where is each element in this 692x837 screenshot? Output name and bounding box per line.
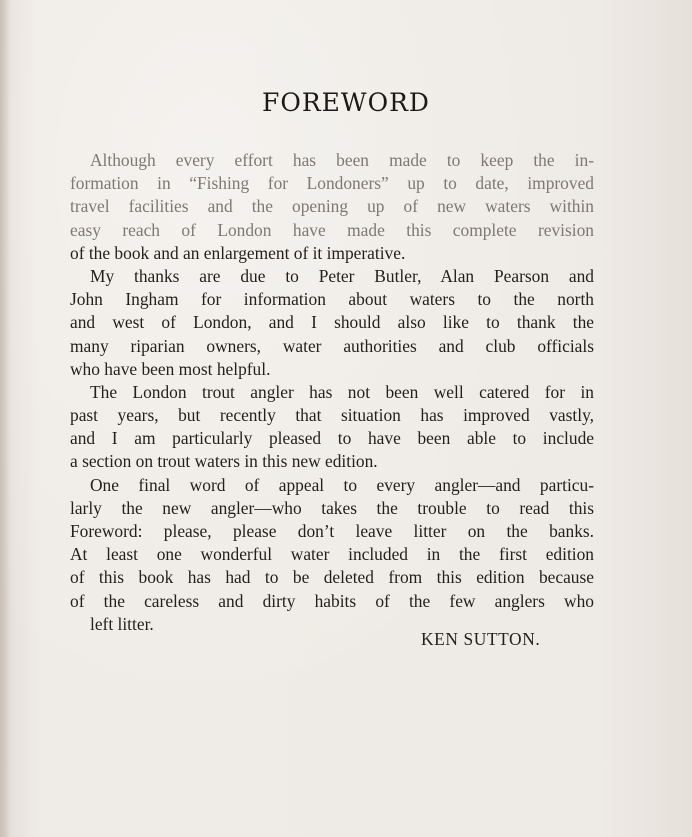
text-line: travel facilities and the opening up of new waters within [70, 196, 594, 217]
page-title: FOREWORD [262, 88, 430, 117]
author-signature: KEN SUTTON. [421, 629, 541, 649]
text-line: many riparian owners, water authorities and club officials [70, 335, 594, 356]
text-line: John Ingham for information about waters to the north [70, 289, 594, 310]
text-line: past years, but recently that situation has improved vastly, [70, 405, 594, 426]
text-line: of the book and an enlargement of it imperative. [70, 242, 406, 263]
paragraph-1 [70, 149, 594, 265]
text-line: of this book has had to be deleted from this edition because [70, 567, 594, 588]
text-line: and west of London, and I should also like to thank the [70, 312, 594, 333]
text-line: a section on trout waters in this new edition. [70, 451, 378, 472]
paragraph-2 [70, 265, 594, 381]
text-line: larly the new angler—who takes the trouble to read this [70, 497, 594, 518]
text-line: The London trout angler has not been well catered for in [90, 381, 594, 402]
page-edge-shadow [0, 0, 10, 837]
text-line: Although every effort has been made to keep the in- [90, 150, 594, 170]
text-line: formation in “Fishing for Londoners” up to date, improved [70, 173, 594, 194]
text-line: of the careless and dirty habits of the few anglers who [70, 590, 594, 611]
text-line: and I am particularly pleased to have been able to include [70, 428, 594, 449]
text-line: left litter. [90, 613, 154, 634]
paragraph-4 [70, 474, 594, 636]
text-line: One final word of appeal to every angler—and particu- [90, 474, 594, 495]
paragraph-3 [70, 381, 594, 474]
foreword-body [70, 149, 594, 636]
text-line: easy reach of London have made this complete revision [70, 219, 594, 240]
text-line: Foreword: please, please don’t leave litter on the banks. [70, 521, 594, 541]
text-line: who have been most helpful. [70, 358, 271, 379]
text-line: My thanks are due to Peter Butler, Alan Pearson and [90, 265, 594, 286]
text-line: At least one wonderful water included in the first edition [70, 544, 594, 565]
